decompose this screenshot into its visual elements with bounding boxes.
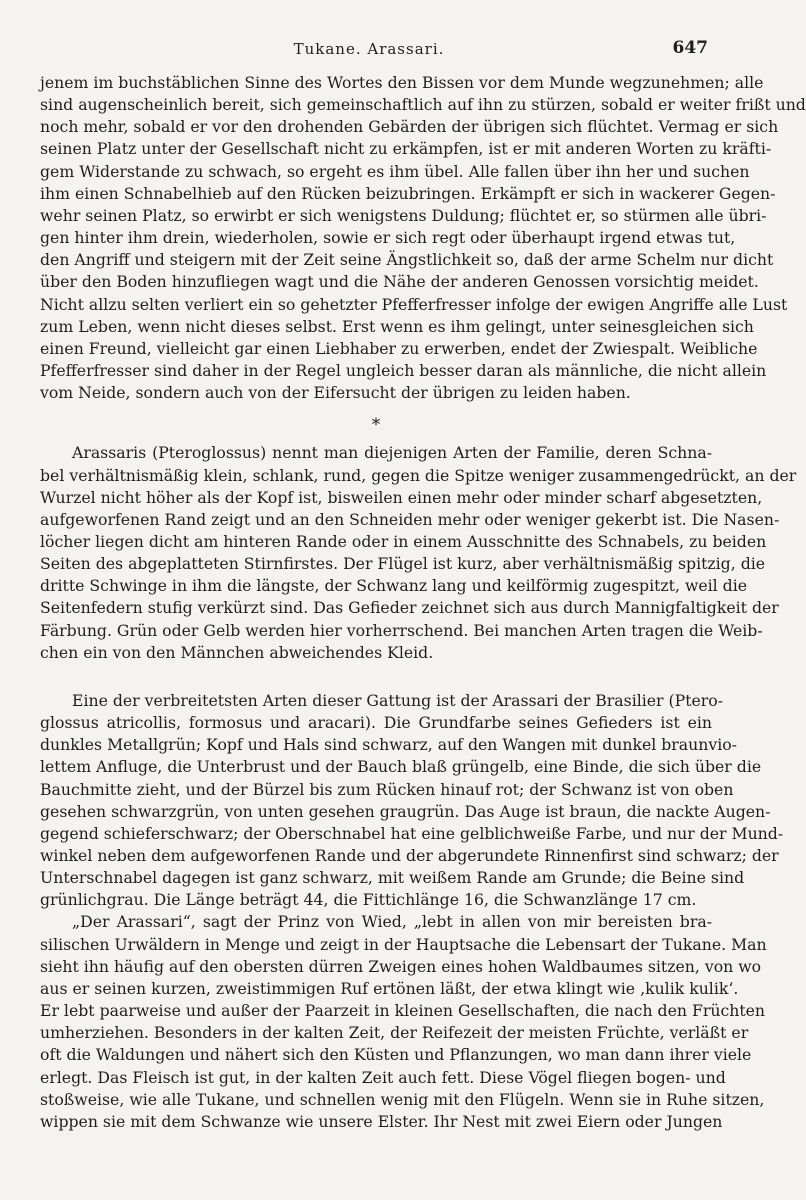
text-line: dritte Schwinge in ihm die längste, der Schwanz lang und keilförmig zugespitzt, weil die: [40, 576, 748, 596]
text-line: seinen Platz unter der Gesellschaft nicht zu erkämpfen, ist er mit anderen Worten zu kräfti-: [40, 139, 772, 159]
running-head: Tukane. Arassari.: [293, 40, 445, 58]
paragraph-2: [40, 442, 797, 664]
text-line: umherziehen. Besonders in der kalten Zeit, der Reifezeit der meisten Früchte, verläßt er: [40, 1023, 749, 1043]
body-text: [40, 72, 806, 1133]
text-line: chen ein von den Männchen abweichendes Kleid.: [40, 642, 434, 662]
text-line: aus er seinen kurzen, zweistimmigen Ruf ertönen läßt, der etwa klingt wie ‚kulik kulik‘.: [40, 978, 739, 998]
text-line: wehr seinen Platz, so erwirbt er sich wenigstens Duldung; flüchtet er, so stürmen alle übri-: [40, 205, 767, 225]
text-line: Eine der verbreitetsten Arten dieser Gattung ist der Arassari der Brasilier (Ptero-: [72, 690, 724, 710]
text-line: über den Boden hinzufliegen wagt und die Nähe der anderen Genossen vorsichtig meidet.: [40, 272, 759, 292]
text-line: lettem Anfluge, die Unterbrust und der Bauch blaß grüngelb, eine Binde, die sich über die: [40, 757, 762, 777]
paragraph-1: [40, 72, 806, 404]
text-line: gesehen schwarzgrün, von unten gesehen graugrün. Das Auge ist braun, die nackte Augen-: [40, 801, 771, 821]
text-line: Er lebt paarweise und außer der Paarzeit in kleinen Gesellschaften, die nach den Früchten: [40, 1001, 766, 1021]
page-header: [30, 38, 708, 64]
text-line: Seitenfedern stufig verkürzt sind. Das Gefieder zeichnet sich aus durch Mannigfaltigkeit der: [40, 598, 779, 618]
text-line: wippen sie mit dem Schwanze wie unsere Elster. Ihr Nest mit zwei Eiern oder Jungen: [40, 1111, 723, 1131]
text-line: löcher liegen dicht am hinteren Rande oder in einem Ausschnitte des Schnabels, zu beiden: [40, 531, 767, 551]
text-line: grünlichgrau. Die Länge beträgt 44, die Fittichlänge 16, die Schwanzlänge 17 cm.: [40, 890, 697, 910]
text-line: einen Freund, vielleicht gar einen Liebhaber zu erwerben, endet der Zwiespalt. Weibliche: [40, 338, 758, 358]
text-line: Arassaris (Pteroglossus) nennt man diejenigen Arten der Familie, deren Schna-: [72, 443, 712, 463]
paragraph-3: [40, 690, 784, 912]
text-line: noch mehr, sobald er vor den drohenden Gebärden der übrigen sich flüchtet. Vermag er sich: [40, 117, 779, 137]
text-line: vom Neide, sondern auch von der Eifersucht der übrigen zu leiden haben.: [40, 383, 631, 403]
text-line: Seiten des abgeplatteten Stirnfirstes. Der Flügel ist kurz, aber verhältnismäßig spitzig, die: [40, 554, 766, 574]
text-line: jenem im buchstäblichen Sinne des Wortes den Bissen vor dem Munde wegzunehmen; alle: [40, 73, 764, 92]
text-line: gen hinter ihm drein, wiederholen, sowie er sich regt oder überhaupt irgend etwas tut,: [40, 228, 736, 248]
section-separator: *: [371, 415, 381, 436]
text-line: gegend schieferschwarz; der Oberschnabel hat eine gelblichweiße Farbe, und nur der Mund-: [40, 823, 784, 843]
text-line: zum Leben, wenn nicht dieses selbst. Erst wenn es ihm gelingt, unter seinesgleichen sich: [40, 316, 754, 336]
text-line: sind augenscheinlich bereit, sich gemeinschaftlich auf ihn zu stürzen, sobald er weiter frißt und: [40, 95, 806, 115]
text-line: oft die Waldungen und nähert sich den Küsten und Pflanzungen, wo man dann ihrer viele: [40, 1045, 752, 1065]
text-line: silischen Urwäldern in Menge und zeigt in der Hauptsache die Lebensart der Tukane. Man: [40, 934, 767, 954]
text-line: Nicht allzu selten verliert ein so gehetzter Pfefferfresser infolge der ewigen Angriffe alle Lust: [40, 294, 788, 314]
text-line: gem Widerstande zu schwach, so ergeht es ihm übel. Alle fallen über ihn her und suchen: [40, 161, 750, 181]
text-line: Färbung. Grün oder Gelb werden hier vorherrschend. Bei manchen Arten tragen die Weib-: [40, 620, 763, 640]
text-line: bel verhältnismäßig klein, schlank, rund, gegen die Spitze weniger zusammengedrückt, an der: [40, 465, 797, 485]
text-line: erlegt. Das Fleisch ist gut, in der kalten Zeit auch fett. Diese Vögel fliegen bogen- und: [40, 1067, 726, 1087]
text-line: winkel neben dem aufgeworfenen Rande und der abgerundete Rinnenfirst sind schwarz; der: [40, 846, 779, 865]
text-line: Wurzel nicht höher als der Kopf ist, bisweilen einen mehr oder minder scharf abgesetzten,: [40, 487, 763, 507]
text-line: „Der Arassari“, sagt der Prinz von Wied, „lebt in allen von mir bereisten bra-: [72, 912, 712, 932]
text-line: Unterschnabel dagegen ist ganz schwarz, mit weißem Rande am Grunde; die Beine sind: [40, 868, 745, 888]
paragraph-4: [40, 911, 767, 1133]
text-line: den Angriff und steigern mit der Zeit seine Ängstlichkeit so, daß der arme Schelm nur dicht: [40, 250, 774, 270]
text-line: Pfefferfresser sind daher in der Regel ungleich besser daran als männliche, die nicht allein: [40, 361, 767, 381]
text-line: stoßweise, wie alle Tukane, und schnellen wenig mit den Flügeln. Wenn sie in Ruhe sitzen,: [40, 1089, 765, 1109]
text-line: sieht ihn häufig auf den obersten dürren Zweigen eines hohen Waldbaumes sitzen, von wo: [40, 956, 762, 976]
text-line: ihm einen Schnabelhieb auf den Rücken beizubringen. Erkämpft er sich in wackerer Gegen-: [40, 183, 776, 203]
page-number: 647: [672, 38, 708, 58]
text-line: aufgeworfenen Rand zeigt und an den Schneiden mehr oder weniger gekerbt ist. Die Nasen-: [40, 509, 780, 529]
text-line: dunkles Metallgrün; Kopf und Hals sind schwarz, auf den Wangen mit dunkel braunvio-: [40, 735, 737, 755]
text-line: Bauchmitte zieht, und der Bürzel bis zum Rücken hinauf rot; der Schwanz ist von oben: [40, 779, 734, 799]
text-line: glossus atricollis, formosus und aracari). Die Grundfarbe seines Gefieders ist ein: [40, 713, 712, 733]
